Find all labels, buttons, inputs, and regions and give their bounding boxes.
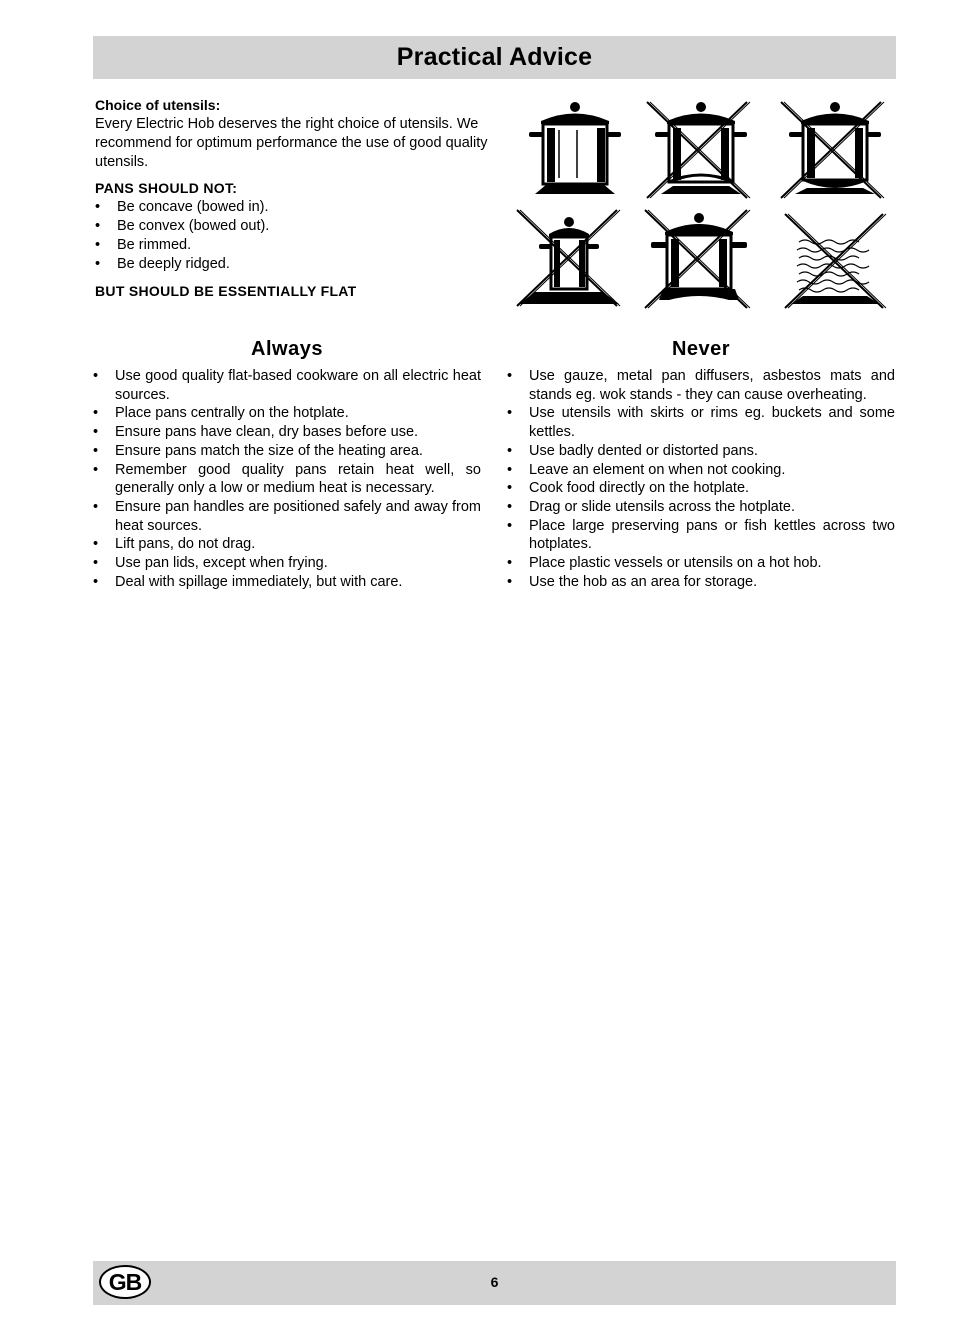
list-item: • Use gauze, metal pan diffusers, asbestos mats and stands eg. wok stands - they can cause overheating.	[507, 367, 895, 404]
list-item: • Remember good quality pans retain heat well, so generally only a low or medium heat is necessary.	[93, 461, 481, 498]
list-item: • Place large preserving pans or fish kettles across two hotplates.	[507, 517, 895, 554]
list-item: • Place plastic vessels or utensils on a hot hob.	[507, 554, 895, 573]
footer-bar	[93, 1261, 896, 1305]
never-section	[507, 338, 895, 591]
never-list	[507, 367, 895, 591]
always-heading: Always	[251, 338, 323, 360]
rimmed-pan-crossed-icon	[643, 208, 753, 314]
list-item: • Use pan lids, except when frying.	[93, 554, 481, 573]
pans-should-not-label: PANS SHOULD NOT:	[95, 180, 238, 196]
list-item: • Use badly dented or distorted pans.	[507, 442, 895, 461]
page-title: Practical Advice	[396, 43, 593, 71]
concave-pan-crossed-icon	[643, 98, 753, 204]
conclusion-text: BUT SHOULD BE ESSENTIALLY FLAT	[95, 283, 357, 299]
small-pan-large-ring-crossed-icon	[513, 208, 623, 314]
ridged-base-crossed-icon	[779, 208, 889, 314]
list-item: • Lift pans, do not drag.	[93, 535, 481, 554]
list-item: • Use utensils with skirts or rims eg. buckets and some kettles.	[507, 404, 895, 441]
intro-heading: Choice of utensils:	[95, 97, 221, 113]
pan-illustrations	[513, 98, 895, 314]
list-item: • Use good quality flat-based cookware on all electric heat sources.	[93, 367, 481, 404]
list-item: • Ensure pans match the size of the heating area.	[93, 442, 481, 461]
region-badge: GB	[99, 1265, 151, 1299]
list-item: • Deal with spillage immediately, but with care.	[93, 573, 481, 592]
list-item: • Use the hob as an area for storage.	[507, 573, 895, 592]
intro-body: Every Electric Hob deserves the right choice of utensils. We recommend for optimum performance the use of good quality utensils.	[95, 116, 488, 170]
utensils-intro	[95, 96, 490, 301]
list-item: • Be convex (bowed out).	[95, 217, 490, 236]
list-item: • Be rimmed.	[95, 236, 490, 255]
flat-pan-correct-icon	[515, 98, 625, 204]
always-list	[93, 367, 481, 591]
always-section	[93, 338, 481, 591]
list-item: • Be deeply ridged.	[95, 255, 490, 274]
list-item: • Place pans centrally on the hotplate.	[93, 404, 481, 423]
pans-should-not-list	[95, 198, 490, 274]
list-item: • Leave an element on when not cooking.	[507, 461, 895, 480]
list-item: • Ensure pans have clean, dry bases before use.	[93, 423, 481, 442]
list-item: • Cook food directly on the hotplate.	[507, 479, 895, 498]
title-bar	[93, 36, 896, 79]
list-item: • Be concave (bowed in).	[95, 198, 490, 217]
list-item: • Drag or slide utensils across the hotplate.	[507, 498, 895, 517]
never-heading: Never	[671, 338, 731, 360]
convex-pan-crossed-icon	[779, 98, 889, 204]
list-item: • Ensure pan handles are positioned safely and away from heat sources.	[93, 498, 481, 535]
page-number: 6	[490, 1274, 499, 1290]
